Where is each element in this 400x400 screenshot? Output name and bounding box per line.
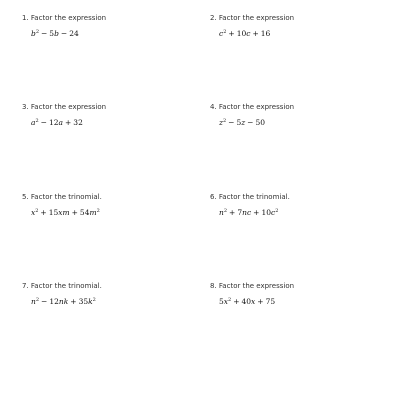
problem-instruction: Factor the expression [218, 103, 295, 111]
problem-instruction: Factor the trinomial. [30, 193, 102, 201]
problem-6 [210, 193, 390, 218]
problem-number: 6. [210, 193, 217, 201]
problem-prompt [22, 103, 202, 112]
problem-4 [210, 103, 390, 128]
problem-number: 3. [22, 103, 29, 111]
problem-prompt [210, 14, 390, 23]
problem-number: 4. [210, 103, 217, 111]
problem-1 [22, 14, 202, 39]
problem-expression: $5x^2 + 40x + 75$ [219, 297, 276, 306]
problem-prompt [22, 14, 202, 23]
problem-prompt [22, 282, 202, 291]
problem-expression: $n^2 - 12nk + 35k^2$ [31, 297, 96, 306]
problem-number: 2. [210, 14, 217, 22]
problem-expression: $x^2 + 15xm + 54m^2$ [31, 208, 100, 217]
problem-prompt [210, 103, 390, 112]
problem-2 [210, 14, 390, 39]
problem-expression: $n^2 + 7nc + 10c^2$ [219, 208, 279, 217]
problem-expression: $z^2 - 5z - 50$ [219, 118, 266, 127]
problem-instruction: Factor the trinomial. [218, 193, 290, 201]
problem-instruction: Factor the expression [218, 282, 295, 290]
problem-number: 5. [22, 193, 29, 201]
problem-number: 8. [210, 282, 217, 290]
problem-instruction: Factor the expression [30, 14, 107, 22]
problem-instruction: Factor the expression [30, 103, 107, 111]
problem-3 [22, 103, 202, 128]
problem-instruction: Factor the expression [218, 14, 295, 22]
problem-expression: $b^2 - 5b - 24$ [31, 29, 79, 38]
problem-prompt [22, 193, 202, 202]
problem-instruction: Factor the trinomial. [30, 282, 102, 290]
problem-number: 1. [22, 14, 29, 22]
problem-7 [22, 282, 202, 307]
problem-5 [22, 193, 202, 218]
problem-prompt [210, 193, 390, 202]
problem-number: 7. [22, 282, 29, 290]
problem-expression: $a^2 - 12a + 32$ [31, 118, 83, 127]
problem-8 [210, 282, 390, 307]
problem-expression: $c^2 + 10c + 16$ [219, 29, 271, 38]
problem-prompt [210, 282, 390, 291]
